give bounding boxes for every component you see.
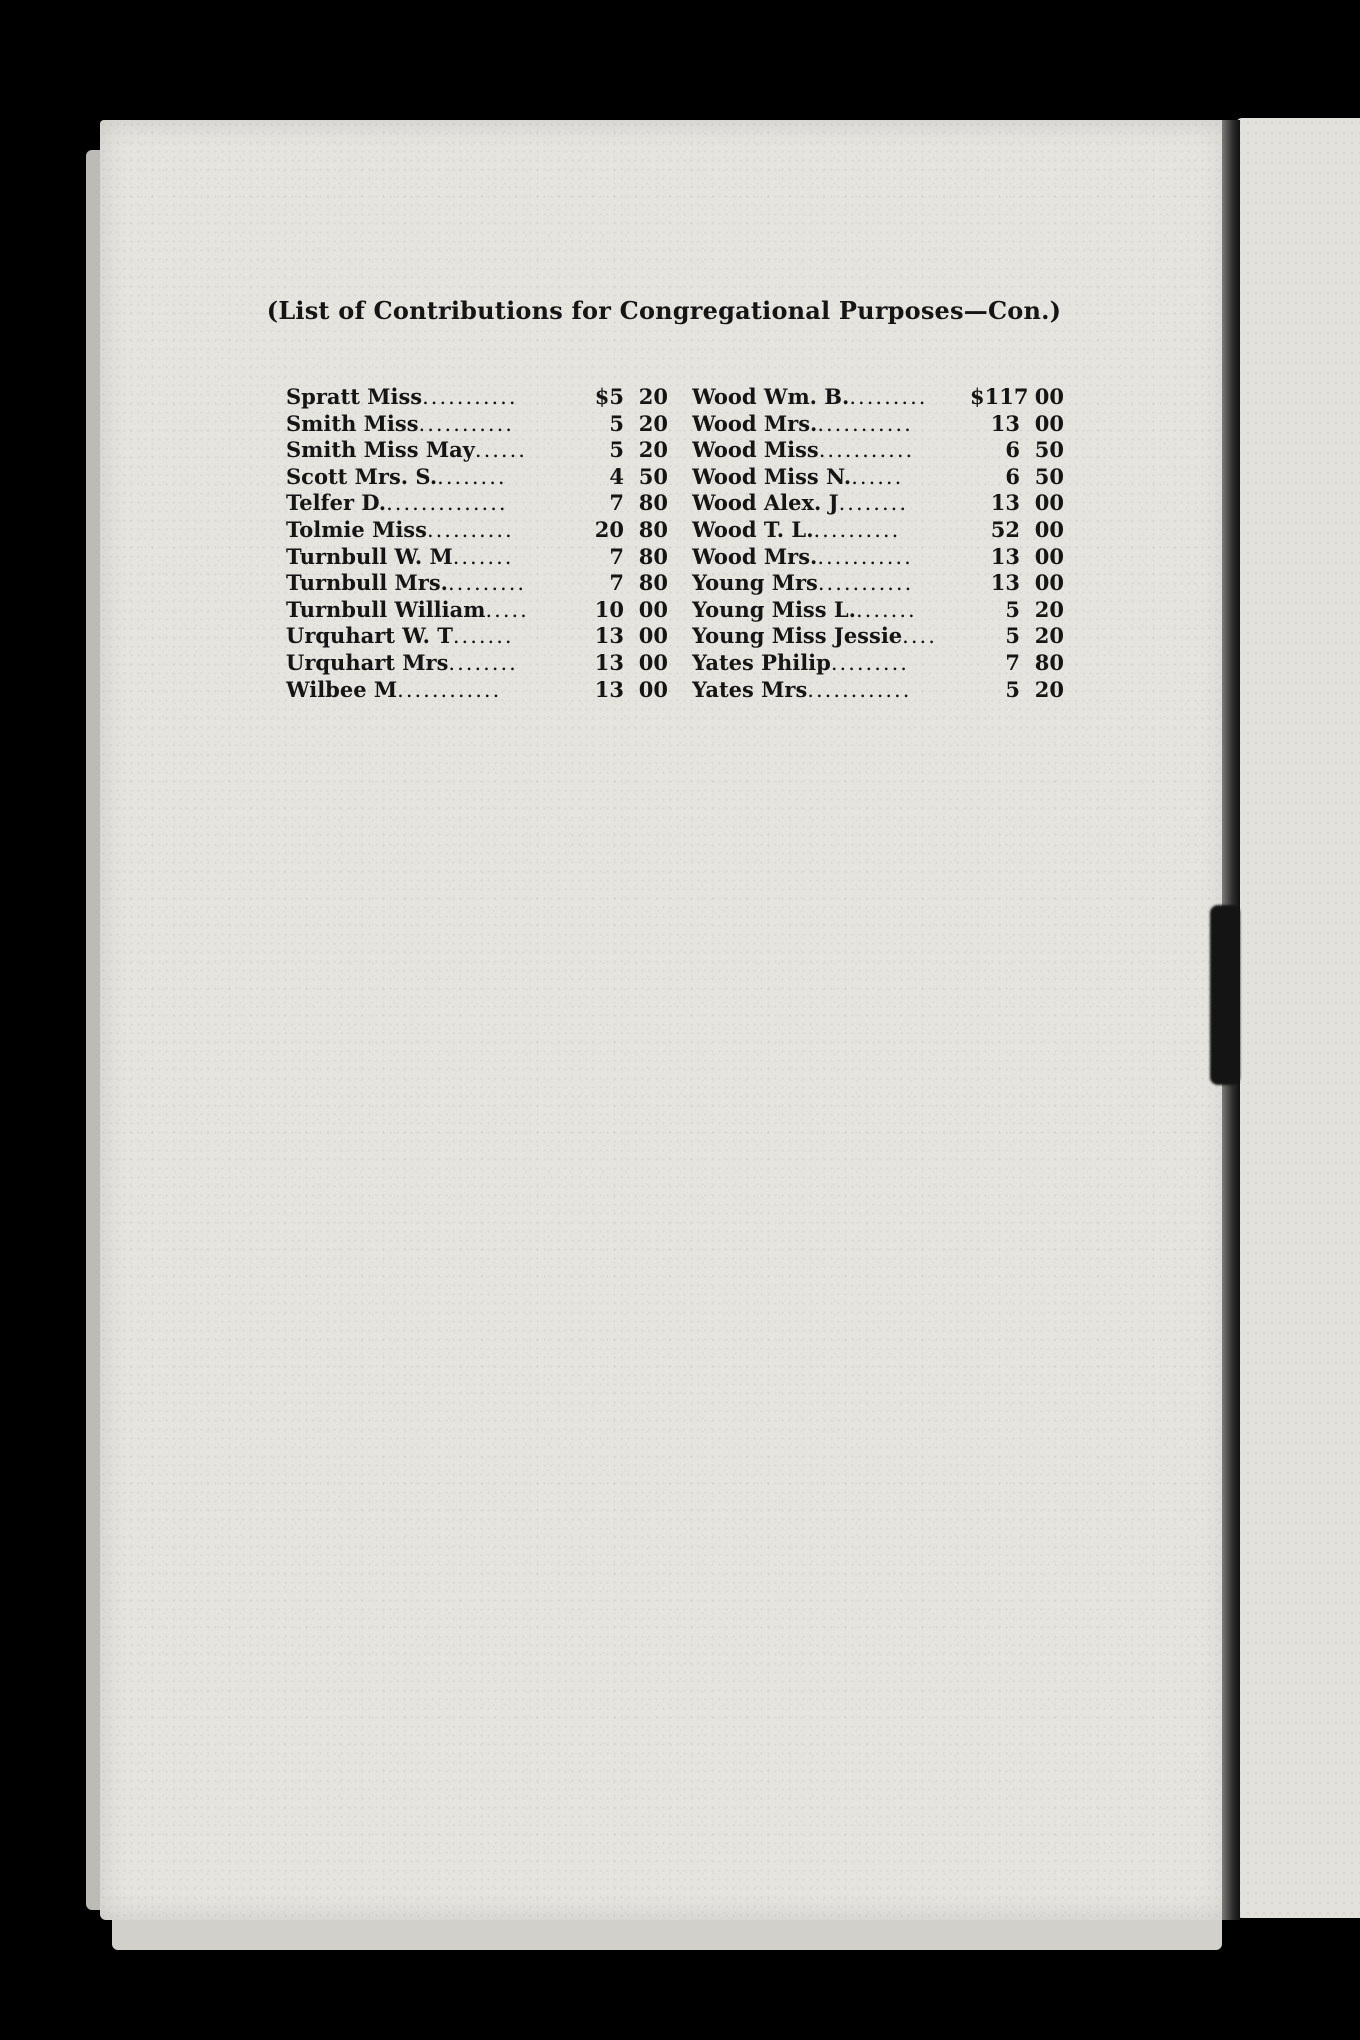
amount-cents: 00 xyxy=(638,676,668,702)
amount-dollars: 13 xyxy=(594,623,624,649)
amount-cents: 80 xyxy=(638,516,668,542)
contribution-row xyxy=(286,464,668,491)
contribution-row xyxy=(286,570,668,597)
contributor-name: Young Miss Jessie.... xyxy=(692,623,937,649)
contributor-name: Turnbull William..... xyxy=(286,596,529,622)
amount-dollars: 13 xyxy=(990,410,1020,436)
amount-dollars: 5 xyxy=(609,410,624,436)
amount-dollars: 5 xyxy=(609,437,624,463)
contributor-name: Wood Mrs............ xyxy=(692,543,913,569)
contribution-row xyxy=(286,677,668,704)
contributor-name: Young Mrs........... xyxy=(692,570,914,596)
contributor-name: Wood Alex. J........ xyxy=(692,490,908,516)
amount-cents: 80 xyxy=(638,490,668,516)
amount-cents: 50 xyxy=(1034,463,1064,489)
contribution-row xyxy=(692,597,1064,624)
amount-cents: 80 xyxy=(1034,649,1064,675)
amount-dollars: $5 xyxy=(594,384,624,409)
amount-dollars: 6 xyxy=(1005,437,1020,463)
contribution-row xyxy=(692,411,1064,438)
contributor-name: Smith Miss May...... xyxy=(286,437,527,463)
amount-dollars: 13 xyxy=(594,676,624,702)
contributor-name: Wood Wm. B.......... xyxy=(692,384,928,409)
amount-cents: 00 xyxy=(1034,570,1064,596)
amount-cents: 50 xyxy=(1034,437,1064,463)
contribution-row xyxy=(286,517,668,544)
contributions-column-right xyxy=(692,384,1064,703)
amount-cents: 20 xyxy=(638,384,668,409)
binding-thread xyxy=(1210,905,1240,1085)
amount-dollars: 5 xyxy=(1005,623,1020,649)
amount-cents: 80 xyxy=(638,570,668,596)
amount-dollars: 7 xyxy=(1005,649,1020,675)
contribution-row xyxy=(692,437,1064,464)
amount-dollars: 13 xyxy=(990,543,1020,569)
amount-dollars: 13 xyxy=(990,570,1020,596)
contributor-name: Turnbull W. M....... xyxy=(286,543,514,569)
contributor-name: Urquhart Mrs........ xyxy=(286,649,518,675)
contribution-row xyxy=(692,677,1064,704)
amount-cents: 00 xyxy=(1034,410,1064,436)
amount-cents: 00 xyxy=(1034,516,1064,542)
list-heading: (List of Contributions for Congregational Purposes—Con.) xyxy=(266,296,1062,325)
contributor-name: Wilbee M............ xyxy=(286,676,502,702)
amount-cents: 00 xyxy=(1034,543,1064,569)
contributor-name: Wood Miss N....... xyxy=(692,463,904,489)
adjacent-page xyxy=(1236,118,1360,1918)
amount-dollars: 7 xyxy=(609,543,624,569)
contributor-name: Urquhart W. T....... xyxy=(286,623,514,649)
amount-dollars: 13 xyxy=(594,649,624,675)
contribution-row xyxy=(286,623,668,650)
amount-dollars: 13 xyxy=(990,490,1020,516)
contribution-row xyxy=(286,597,668,624)
contributor-name: Tolmie Miss.......... xyxy=(286,516,514,542)
amount-cents: 20 xyxy=(638,437,668,463)
contribution-row xyxy=(692,490,1064,517)
contribution-row xyxy=(286,384,668,411)
amount-cents: 80 xyxy=(638,543,668,569)
amount-dollars: 4 xyxy=(609,463,624,489)
contribution-row xyxy=(286,437,668,464)
amount-dollars: 7 xyxy=(609,570,624,596)
contributor-name: Smith Miss........... xyxy=(286,410,514,436)
contribution-row xyxy=(286,490,668,517)
contribution-row xyxy=(286,544,668,571)
contributor-name: Wood Mrs............ xyxy=(692,410,913,436)
amount-dollars: 20 xyxy=(594,516,624,542)
amount-dollars: 5 xyxy=(1005,676,1020,702)
contribution-row xyxy=(692,464,1064,491)
amount-dollars: 10 xyxy=(594,596,624,622)
amount-cents: 20 xyxy=(1034,623,1064,649)
amount-dollars: 5 xyxy=(1005,596,1020,622)
amount-cents: 20 xyxy=(1034,676,1064,702)
contributor-name: Spratt Miss........... xyxy=(286,384,518,409)
contribution-row xyxy=(286,411,668,438)
amount-dollars: 7 xyxy=(609,490,624,516)
amount-cents: 00 xyxy=(638,649,668,675)
contributor-name: Scott Mrs. S......... xyxy=(286,463,507,489)
amount-cents: 00 xyxy=(1034,384,1064,409)
amount-cents: 20 xyxy=(638,410,668,436)
amount-dollars: 52 xyxy=(990,516,1020,542)
amount-dollars: 6 xyxy=(1005,463,1020,489)
contributor-name: Yates Philip......... xyxy=(692,649,909,675)
amount-cents: 50 xyxy=(638,463,668,489)
contribution-row xyxy=(692,517,1064,544)
contributor-name: Wood T. L........... xyxy=(692,516,901,542)
contributor-name: Young Miss L........ xyxy=(692,596,917,622)
contributions-column-left xyxy=(286,384,668,703)
contributor-name: Turnbull Mrs.......... xyxy=(286,570,527,596)
contribution-row xyxy=(286,650,668,677)
contributor-name: Telfer D............... xyxy=(286,490,508,516)
contribution-row xyxy=(692,544,1064,571)
contribution-row xyxy=(692,623,1064,650)
contribution-row xyxy=(692,650,1064,677)
amount-cents: 00 xyxy=(638,596,668,622)
contribution-row xyxy=(692,384,1064,411)
amount-cents: 00 xyxy=(1034,490,1064,516)
amount-cents: 20 xyxy=(1034,596,1064,622)
contribution-row xyxy=(692,570,1064,597)
contributor-name: Wood Miss........... xyxy=(692,437,915,463)
contributor-name: Yates Mrs............ xyxy=(692,676,912,702)
amount-dollars: $117 xyxy=(970,384,1029,409)
amount-cents: 00 xyxy=(638,623,668,649)
